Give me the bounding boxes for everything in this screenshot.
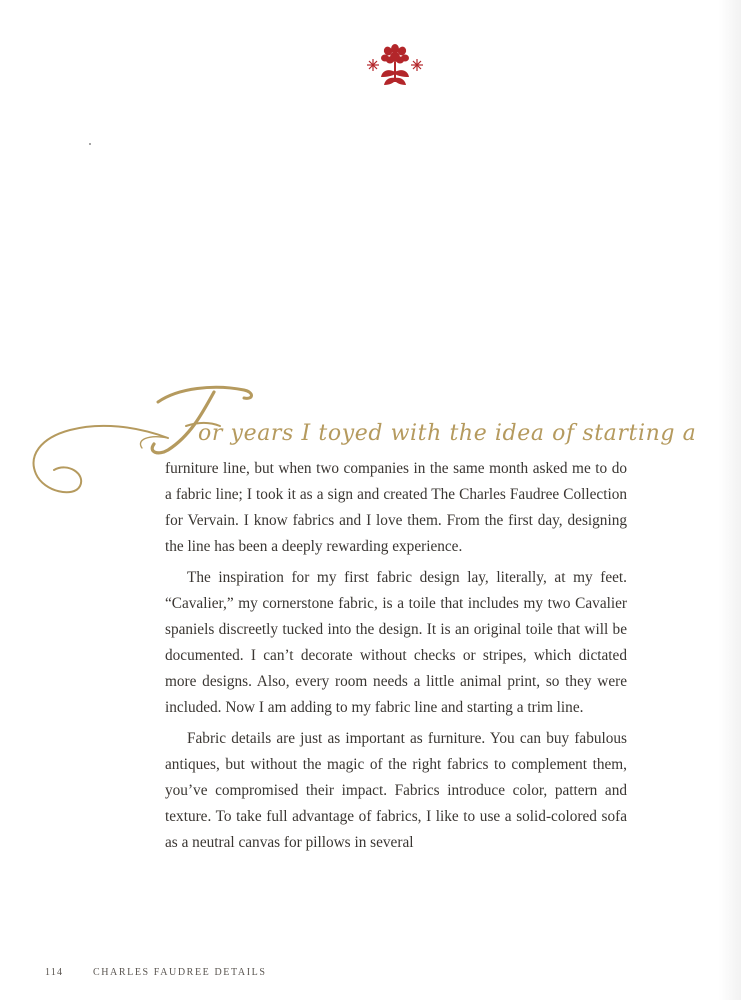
paragraph-3: Fabric details are just as important as furniture. You can buy fabulous antiques, but without the magic of the right fabrics to complement them, you’ve compromised their impact. Fabrics introduce color, pattern and texture. To take full advantage of fabrics, I like to use a solid-colored sofa as a neutral canvas for pillows in several [165, 730, 627, 851]
body-text [165, 456, 627, 856]
page-speck [89, 143, 91, 145]
paragraph-2: The inspiration for my first fabric design lay, literally, at my feet. “Cavalier,” my cornerstone fabric, is a toile that includes my two Cavalier spaniels discreetly tucked into the design. It is an original toile that will be documented. I can’t decorate without checks or stripes, which dictated more designs. Also, every room needs a little animal print, so they were included. Now I am adding to my fabric line and starting a trim line. [165, 569, 627, 716]
script-intro-line: or years I toyed with the idea of starting a [198, 421, 697, 446]
paragraph-1: furniture line, but when two companies in the same month asked me to do a fabric line; I took it as a sign and created The Charles Faudree Collection for Vervain. I know fabrics and I love them. From the first day, designing the line has been a deeply rewarding experience. [165, 460, 627, 555]
running-head: CHARLES FAUDREE DETAILS [92, 967, 267, 978]
page-footer [45, 967, 267, 978]
drop-cap-letter: F [18, 382, 19, 383]
page-number: 114 [45, 967, 64, 978]
floral-ornament-icon [360, 40, 430, 88]
